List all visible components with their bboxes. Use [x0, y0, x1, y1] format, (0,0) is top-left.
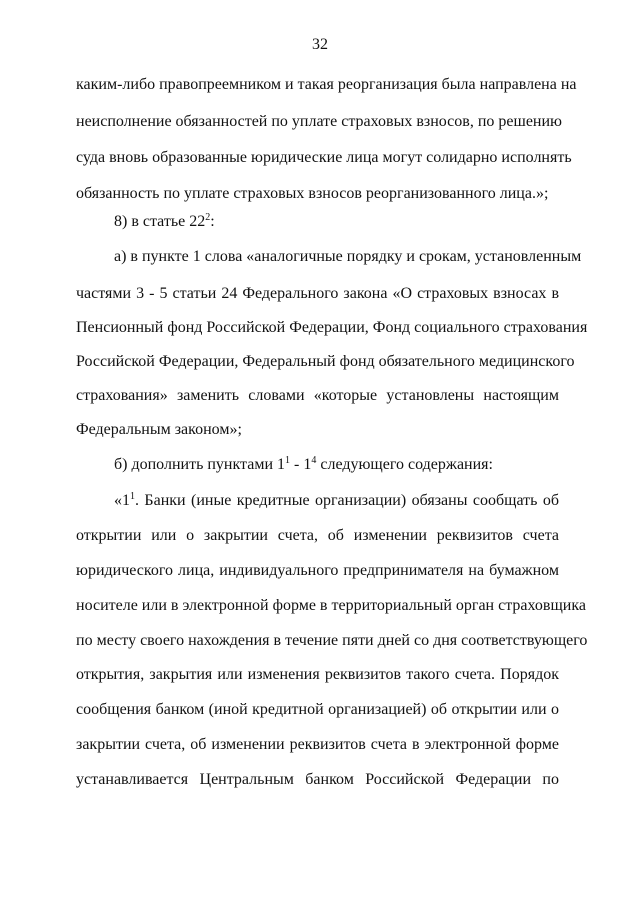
text-line: сообщения банком (иной кредитной организацией) об открытии или о — [76, 701, 559, 718]
text-line: открытия, закрытия или изменения реквизитов такого счета. Порядок — [76, 666, 559, 683]
text-line: каким-либо правопреемником и такая реорганизация была направлена на — [76, 76, 577, 93]
text-line: закрытии счета, об изменении реквизитов счета в электронной форме — [76, 736, 559, 753]
text-line: по месту своего нахождения в течение пяти дней со дня соответствующего — [76, 632, 588, 649]
text-line: открытии или о закрытии счета, об изменении реквизитов счета — [76, 527, 559, 544]
text-line: страхования» заменить словами «которые установлены настоящим — [76, 387, 559, 404]
item-1-1-start: «$1^1$. Банки (иные кредитные организации) обязаны сообщать об — [114, 491, 559, 509]
text-line: носителе или в электронной форме в территориальный орган страховщика — [76, 597, 586, 614]
page-number: 32 — [312, 36, 328, 53]
text-line: обязанность по уплате страховых взносов реорганизованного лица.»; — [76, 185, 549, 202]
text-line: Российской Федерации, Федеральный фонд обязательного медицинского — [76, 353, 575, 370]
text-line: юридического лица, индивидуального предпринимателя на бумажном — [76, 562, 559, 579]
text-line: устанавливается Центральным банком Российской Федерации по — [76, 771, 559, 788]
text-line: неисполнение обязанностей по уплате страховых взносов, по решению — [76, 113, 562, 130]
item-8-heading: 8) в статье $22^2$: — [114, 212, 215, 230]
item-b-heading: б) дополнить пунктами $1^1 - 1^4$ следующего содержания: — [114, 455, 493, 473]
text-line: Федеральным законом»; — [76, 421, 242, 438]
text-line: а) в пункте 1 слова «аналогичные порядку и срокам, установленным — [114, 248, 582, 265]
text-line: Пенсионный фонд Российской Федерации, Фонд социального страхования — [76, 319, 588, 336]
text-line: частями 3 - 5 статьи 24 Федерального закона «О страховых взносах в — [76, 285, 559, 302]
text-line: суда вновь образованные юридические лица могут солидарно исполнять — [76, 149, 572, 166]
